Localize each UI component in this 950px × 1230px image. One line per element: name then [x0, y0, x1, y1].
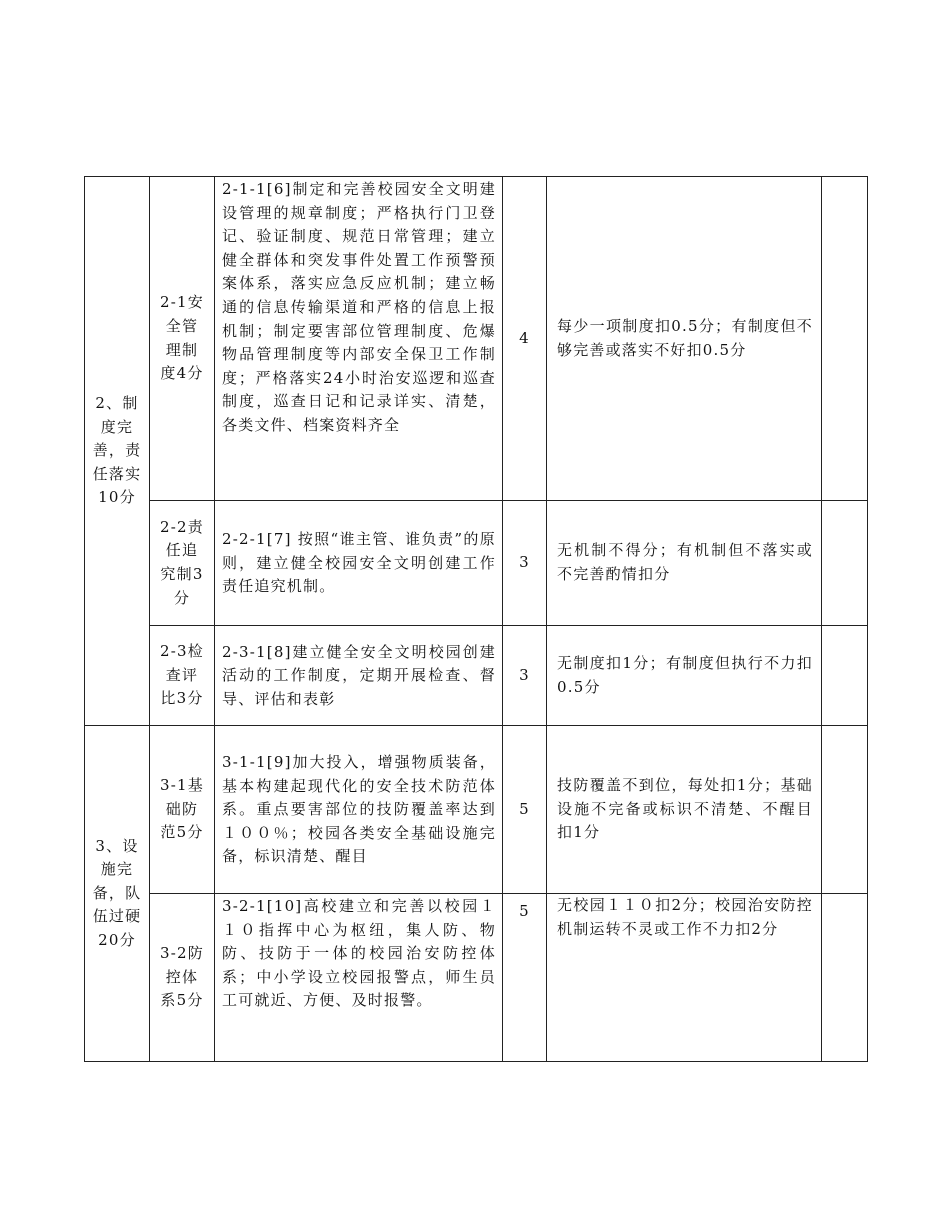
score-value: 5 [519, 799, 530, 818]
score-value: 3 [519, 665, 530, 684]
category-cell [85, 726, 150, 1062]
deduction-text: 技防覆盖不到位，每处扣1分；基础设施不完备或标识不清楚、不醒目扣1分 [557, 776, 813, 842]
requirement-cell [215, 726, 503, 894]
requirement-text: 2-2-1[7] 按照“谁主管、谁负责”的原则，建立健全校园安全文明创建工作责任追究机制。 [222, 530, 496, 596]
deduction-text: 无机制不得分；有机制但不落实或不完善酌情扣分 [557, 541, 813, 583]
requirement-cell [215, 177, 503, 501]
remark-cell [822, 501, 868, 626]
item-code-cell [150, 177, 215, 501]
remark-cell [822, 894, 868, 1062]
requirement-text: 2-1-1[6]制定和完善校园安全文明建设管理的规章制度；严格执行门卫登记、验证制度、规范日常管理；建立健全群体和突发事件处置工作预警预案体系，落实应急反应机制；建立畅通的信息传输渠道和严格的信息上报机制；制定要害部位管理制度、危爆物品管理制度等内部安全保卫工作制度；严格落实24小时治安巡逻和巡查制度，巡查日记和记录详实、清楚，各类文件、档案资料齐全 [222, 180, 496, 434]
score-cell [503, 501, 547, 626]
requirement-text: 2-3-1[8]建立健全安全文明校园创建活动的工作制度，定期开展检查、督导、评估和表彰 [222, 642, 496, 708]
score-value: 5 [519, 902, 530, 920]
item-code-cell [150, 894, 215, 1062]
table-row [85, 626, 868, 726]
remark-cell [822, 726, 868, 894]
table-row [85, 177, 868, 501]
evaluation-table [84, 176, 868, 1062]
item-code-label: 3-2防控体系5分 [160, 944, 204, 1010]
item-code-label: 3-1基础防范5分 [160, 776, 204, 842]
deduction-cell [547, 177, 822, 501]
category-cell [85, 177, 150, 726]
requirement-cell [215, 894, 503, 1062]
remark-cell [822, 626, 868, 726]
deduction-cell [547, 626, 822, 726]
score-value: 3 [519, 553, 530, 572]
score-value: 4 [519, 328, 530, 347]
category-label: 3、设施完备，队伍过硬20分 [92, 836, 142, 949]
score-cell [503, 626, 547, 726]
item-code-label: 2-3检查评比3分 [160, 642, 204, 708]
deduction-text: 无制度扣1分；有制度但执行不力扣0.5分 [557, 653, 813, 696]
deduction-text: 每少一项制度扣0.5分；有制度但不够完善或落实不好扣0.5分 [557, 316, 813, 359]
table-row [85, 726, 868, 894]
score-cell [503, 726, 547, 894]
requirement-text: 3-1-1[9]加大投入，增强物质装备，基本构建起现代化的安全技术防范体系。重点要害部位的技防覆盖率达到１００％；校园各类安全基础设施完备，标识清楚、醒目 [222, 753, 496, 866]
item-code-label: 2-2责任追究制3分 [160, 517, 204, 607]
deduction-text: 无校园１１０扣2分；校园治安防控机制运转不灵或工作不力扣2分 [557, 896, 813, 938]
remark-cell [822, 177, 868, 501]
deduction-cell [547, 501, 822, 626]
requirement-text: 3-2-1[10]高校建立和完善以校园１１０指挥中心为枢纽，集人防、物防、技防于一体的校园治安防控体系；中小学设立校园报警点，师生员工可就近、方便、及时报警。 [222, 897, 496, 1010]
score-cell [503, 177, 547, 501]
requirement-cell [215, 501, 503, 626]
score-cell [503, 894, 547, 1062]
deduction-cell [547, 894, 822, 1062]
item-code-label: 2-1安全管理制度4分 [160, 293, 204, 383]
table-row [85, 894, 868, 1062]
deduction-cell [547, 726, 822, 894]
table-row [85, 501, 868, 626]
requirement-cell [215, 626, 503, 726]
item-code-cell [150, 626, 215, 726]
item-code-cell [150, 501, 215, 626]
category-label: 2、制度完善，责任落实10分 [92, 394, 142, 507]
item-code-cell [150, 726, 215, 894]
